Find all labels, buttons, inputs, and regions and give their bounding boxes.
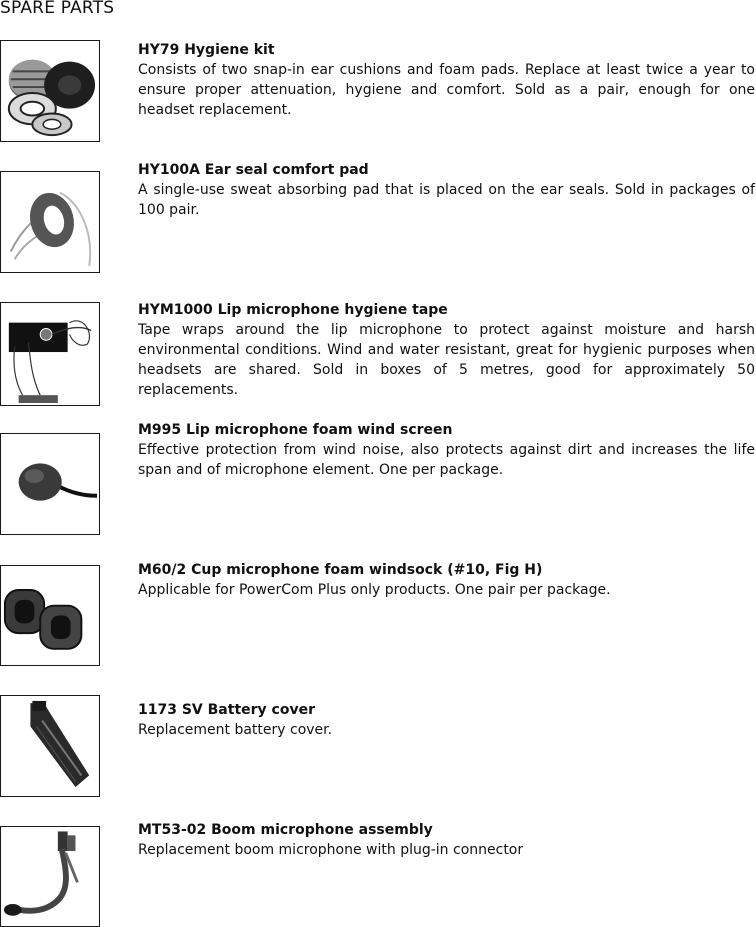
wind-screen-illustration (1, 434, 99, 534)
item-title: MT53-02 Boom microphone assembly (138, 822, 433, 838)
item-hygiene-kit (138, 40, 755, 120)
windsock-illustration (1, 566, 99, 665)
boom-microphone-illustration (1, 827, 99, 926)
battery-cover-illustration (1, 696, 99, 796)
boom-microphone-image (0, 826, 100, 927)
ear-seal-pad-image (0, 171, 100, 273)
hygiene-kit-image (0, 40, 100, 142)
battery-cover-image (0, 695, 100, 797)
item-title: HY79 Hygiene kit (138, 42, 275, 58)
item-description: Tape wraps around the lip microphone to protect against moisture and harsh environmental conditions. Wind and water resistant, great for hygienic purposes when headsets are shared. Sold in boxes of 5 metres, good for approximately 50 replacements. (138, 322, 755, 398)
hygiene-tape-image (0, 302, 100, 406)
item-ear-seal-pad (138, 160, 755, 220)
hygiene-tape-illustration (1, 303, 99, 405)
ear-seal-pad-illustration (1, 172, 99, 272)
item-description: Effective protection from wind noise, also protects against dirt and increases the life span and of microphone element. One per package. (138, 442, 755, 478)
item-boom-microphone (138, 820, 755, 860)
item-description: Replacement boom microphone with plug-in connector (138, 842, 524, 858)
item-title: M995 Lip microphone foam wind screen (138, 422, 453, 438)
item-title: HY100A Ear seal comfort pad (138, 162, 369, 178)
item-title: HYM1000 Lip microphone hygiene tape (138, 302, 448, 318)
page-title: SPARE PARTS (0, 0, 115, 18)
wind-screen-image (0, 433, 100, 535)
item-description: Replacement battery cover. (138, 722, 333, 738)
item-title: 1173 SV Battery cover (138, 702, 315, 718)
item-battery-cover (138, 700, 755, 740)
item-description: A single-use sweat absorbing pad that is placed on the ear seals. Sold in packages of 100 pair. (138, 182, 755, 218)
item-description: Applicable for PowerCom Plus only products. One pair per package. (138, 582, 611, 598)
windsock-image (0, 565, 100, 666)
item-hygiene-tape (138, 300, 755, 400)
hygiene-kit-illustration (1, 41, 99, 141)
item-title: M60/2 Cup microphone foam windsock (#10, Fig H) (138, 562, 543, 578)
item-windsock (138, 560, 755, 600)
item-description: Consists of two snap-in ear cushions and foam pads. Replace at least twice a year to ensure proper attenuation, hygiene and comfort. Sold as a pair, enough for one headset replacement. (138, 62, 755, 118)
item-wind-screen (138, 420, 755, 480)
